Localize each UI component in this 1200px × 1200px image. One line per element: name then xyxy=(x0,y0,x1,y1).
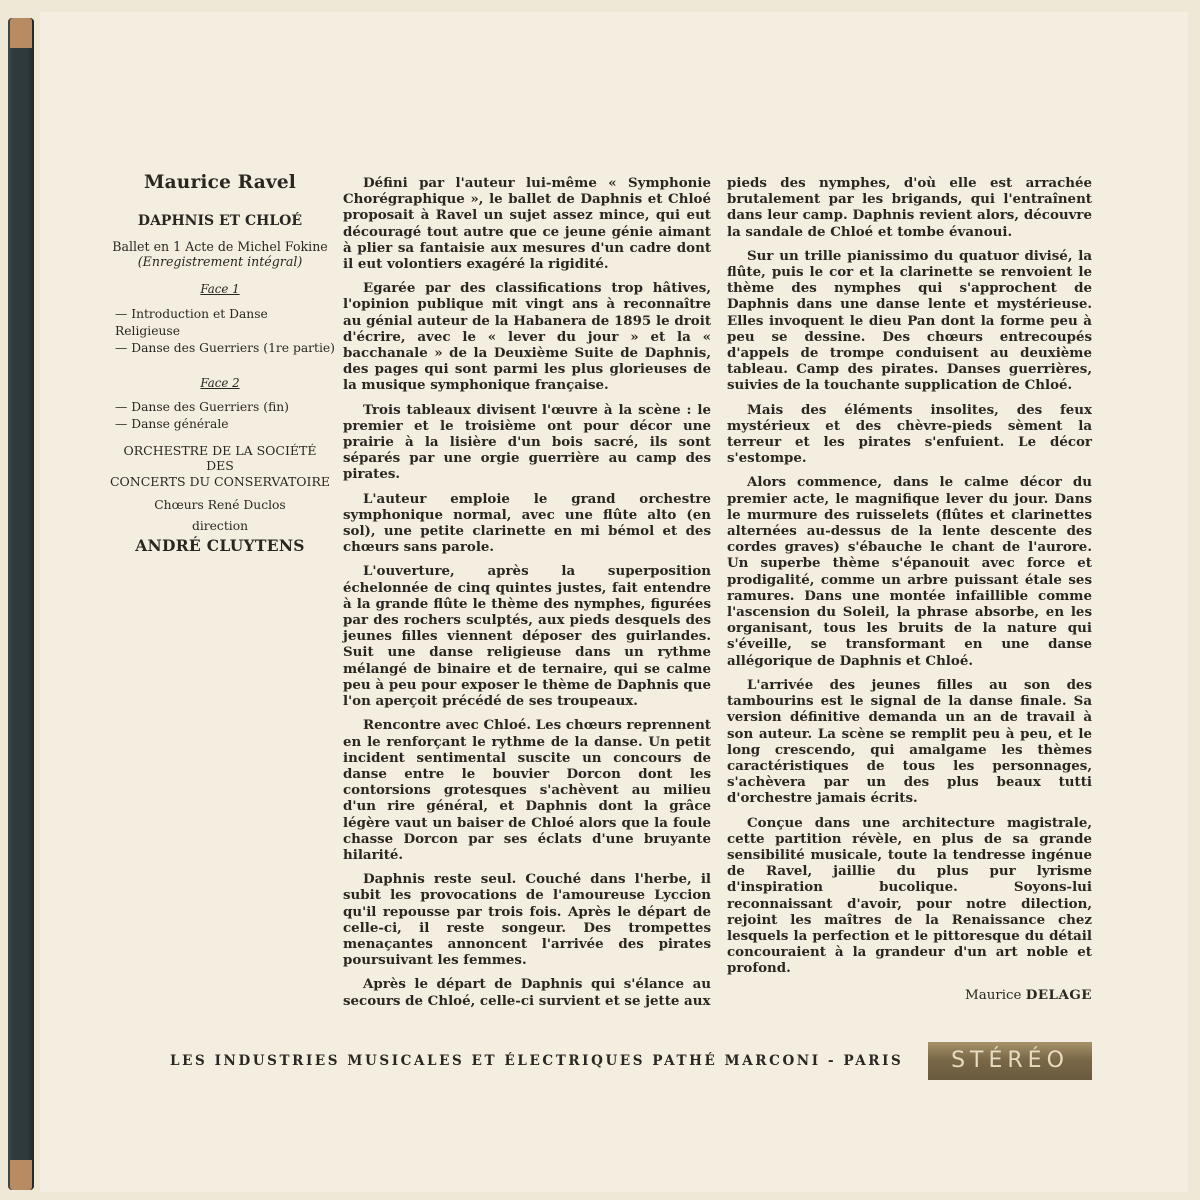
orchestra-line-3: CONCERTS DU CONSERVATOIRE xyxy=(109,473,331,489)
paragraph: L'arrivée des jeunes filles au son des tambourins est le signal de la danse finale. Sa version définitive demanda un an de travail à son auteur. La scène se remplit peu à peu, et le long crescendo, qui amalgame les thèmes caractéristiques de tous les personnages, s'achèvera par un des plus beaux tutti d'orchestre jamais écrits. xyxy=(727,676,1092,807)
conductor-name: ANDRÉ CLUYTENS xyxy=(135,535,305,555)
work-title: DAPHNIS ET CHLOÉ xyxy=(137,213,303,230)
liner-notes-column-1 xyxy=(343,175,711,1017)
paragraph: Conçue dans une architecture magistrale, cette partition révèle, en plus de sa grande sensibilité musicale, toute la tendresse ingénue de Ravel, jaillie du plus pur lyrisme d'inspiration bucolique. Soyons-lui reconnaissant d'avoir, pour notre dilection, rejoint les maîtres de la Renaissance chez lesquels la perfection et le pittoresque du détail concouraient à la grandeur d'un art noble et profond. xyxy=(727,814,1092,977)
paragraph: Après le départ de Daphnis qui s'élance au secours de Chloé, celle-ci survient et se jette aux xyxy=(343,976,711,1009)
credits-column xyxy=(105,172,335,555)
publisher-footer: LES INDUSTRIES MUSICALES ET ÉLECTRIQUES PATHÉ MARCONI - PARIS xyxy=(170,1053,904,1069)
paragraph: L'ouverture, après la superposition échelonnée de cinq quintes justes, fait entendre à la grande flûte le thème des nymphes, figurées par des rochers sculptés, aux pieds desquels des jeunes filles viennent déposer des guirlandes. Suit une danse religieuse dans un rythme mélangé de binaire et de ternaire, qui se calme peu à peu pour exposer le thème de Daphnis que l'on aperçoit précédé de ses troupeaux. xyxy=(343,563,711,710)
author-signature xyxy=(727,987,1092,1004)
signature-last-name: DELAGE xyxy=(1025,986,1092,1003)
stereo-badge: STÉRÉO xyxy=(928,1042,1092,1080)
subtitle-ballet: Ballet en 1 Acte de Michel Fokine xyxy=(112,239,328,255)
paragraph: pieds des nymphes, d'où elle est arrachée brutalement par les brigands, qui l'entraînent dans leur camp. Daphnis revient alors, découvre la sandale de Chloé et tombe évanoui. xyxy=(727,175,1092,240)
spine-cap-top xyxy=(10,18,32,48)
paragraph: Rencontre avec Chloé. Les chœurs reprennent en le renforçant le rythme de la danse. Un petit incident sentimental suscite un concours de danse entre le bouvier Dorcon dont les contorsions grotesques s'achèvent au milieu d'un rire général, et Daphnis dont la grâce légère vaut un baiser de Chloé alors que la foule chasse Dorcon par ses éclats d'une bruyante hilarité. xyxy=(343,717,711,863)
direction-label: direction xyxy=(191,518,249,533)
liner-notes-column-2 xyxy=(727,175,1092,1004)
paragraph: Sur un trille pianissimo du quatuor divisé, la flûte, puis le cor et la clarinette se renvoient le thème des nymphes qui s'approchent de Daphnis dans une danse lente et mystérieuse. Elles invoquent le dieu Pan dont la forme peu à peu se dessine. Des chœurs entrecoupés d'appels de trompe conduisent au deuxième tableau. Camp des pirates. Danses guerrières, suivies de la touchante supplication de Chloé. xyxy=(727,247,1092,394)
choir-credit: Chœurs René Duclos xyxy=(154,498,286,513)
paragraph: Egarée par des classifications trop hâtives, l'opinion publique mit vingt ans à reconnaître au génial auteur de la Habanera de 1895 le droit d'écrire, avec le « lever du jour » et la « bacchanale » de la Deuxième Suite de Daphnis, des pages qui sont parmi les plus glorieuses de la musique symphonique française. xyxy=(343,280,711,394)
track-list-item: — Introduction et Danse Religieuse xyxy=(115,306,268,338)
subtitle-recording: (Enregistrement intégral) xyxy=(137,254,303,270)
track-list-item: — Danse des Guerriers (1re partie) xyxy=(115,340,335,355)
paragraph: Défini par l'auteur lui-même « Symphonie Chorégraphique », le ballet de Daphnis et Chloé proposait à Ravel un sujet assez mince, qui eut découragé tout autre que ce jeune génie aimant à plier sa fantaisie aux mesures d'un cadre dont il eut volontiers exagéré la rigidité. xyxy=(343,175,711,273)
paragraph: Daphnis reste seul. Couché dans l'herbe, il subit les provocations de l'amoureuse Lyccion qu'il repousse par trois fois. Après le départ de celle-ci, il reste songeur. Des trompettes menaçantes annoncent l'arrivée des pirates poursuivant les femmes. xyxy=(343,871,711,969)
paragraph: Alors commence, dans le calme décor du premier acte, le magnifique lever du jour. Dans le murmure des ruisselets (flûtes et clarinettes alternées au-dessus de la lente descente des cordes graves) s'ébauche le chant de l'aurore. Un superbe thème s'épanouit avec force et prodigalité, comme un arbre puissant étale ses ramures. Dans une montée infaillible comme l'ascension du Soleil, la phrase absorbe, en les organisant, tous les bruits de la nature qui s'éveille, se transformant en une danse allégorique de Daphnis et Chloé. xyxy=(727,474,1092,669)
orchestra-line-1: ORCHESTRE DE LA SOCIÉTÉ xyxy=(123,442,317,458)
composer-name: Maurice Ravel xyxy=(143,172,297,193)
face-2-label: Face 2 xyxy=(200,375,240,390)
track-list-item: — Danse des Guerriers (fin) xyxy=(115,399,289,414)
orchestra-line-2: DES xyxy=(206,458,234,474)
paragraph: L'auteur emploie le grand orchestre symphonique normal, avec une flûte alto (en sol), une petite clarinette en mi bémol et des chœurs sans parole. xyxy=(343,490,711,556)
sleeve-spine xyxy=(8,18,34,1190)
paragraph: Mais des éléments insolites, des feux mystérieux et des chèvre-pieds sèment la terreur et les pirates s'enfuient. Le décor s'estompe. xyxy=(727,401,1092,467)
track-list-item: — Danse générale xyxy=(115,416,229,431)
face-1-label: Face 1 xyxy=(200,282,240,297)
signature-first-name: Maurice xyxy=(965,987,1022,1003)
spine-cap-bottom xyxy=(10,1160,32,1190)
paragraph: Trois tableaux divisent l'œuvre à la scène : le premier et le troisième ont pour décor une prairie à la lisière d'un bois sacré, ils sont séparés par une orgie guerrière au camp des pirates. xyxy=(343,401,711,483)
